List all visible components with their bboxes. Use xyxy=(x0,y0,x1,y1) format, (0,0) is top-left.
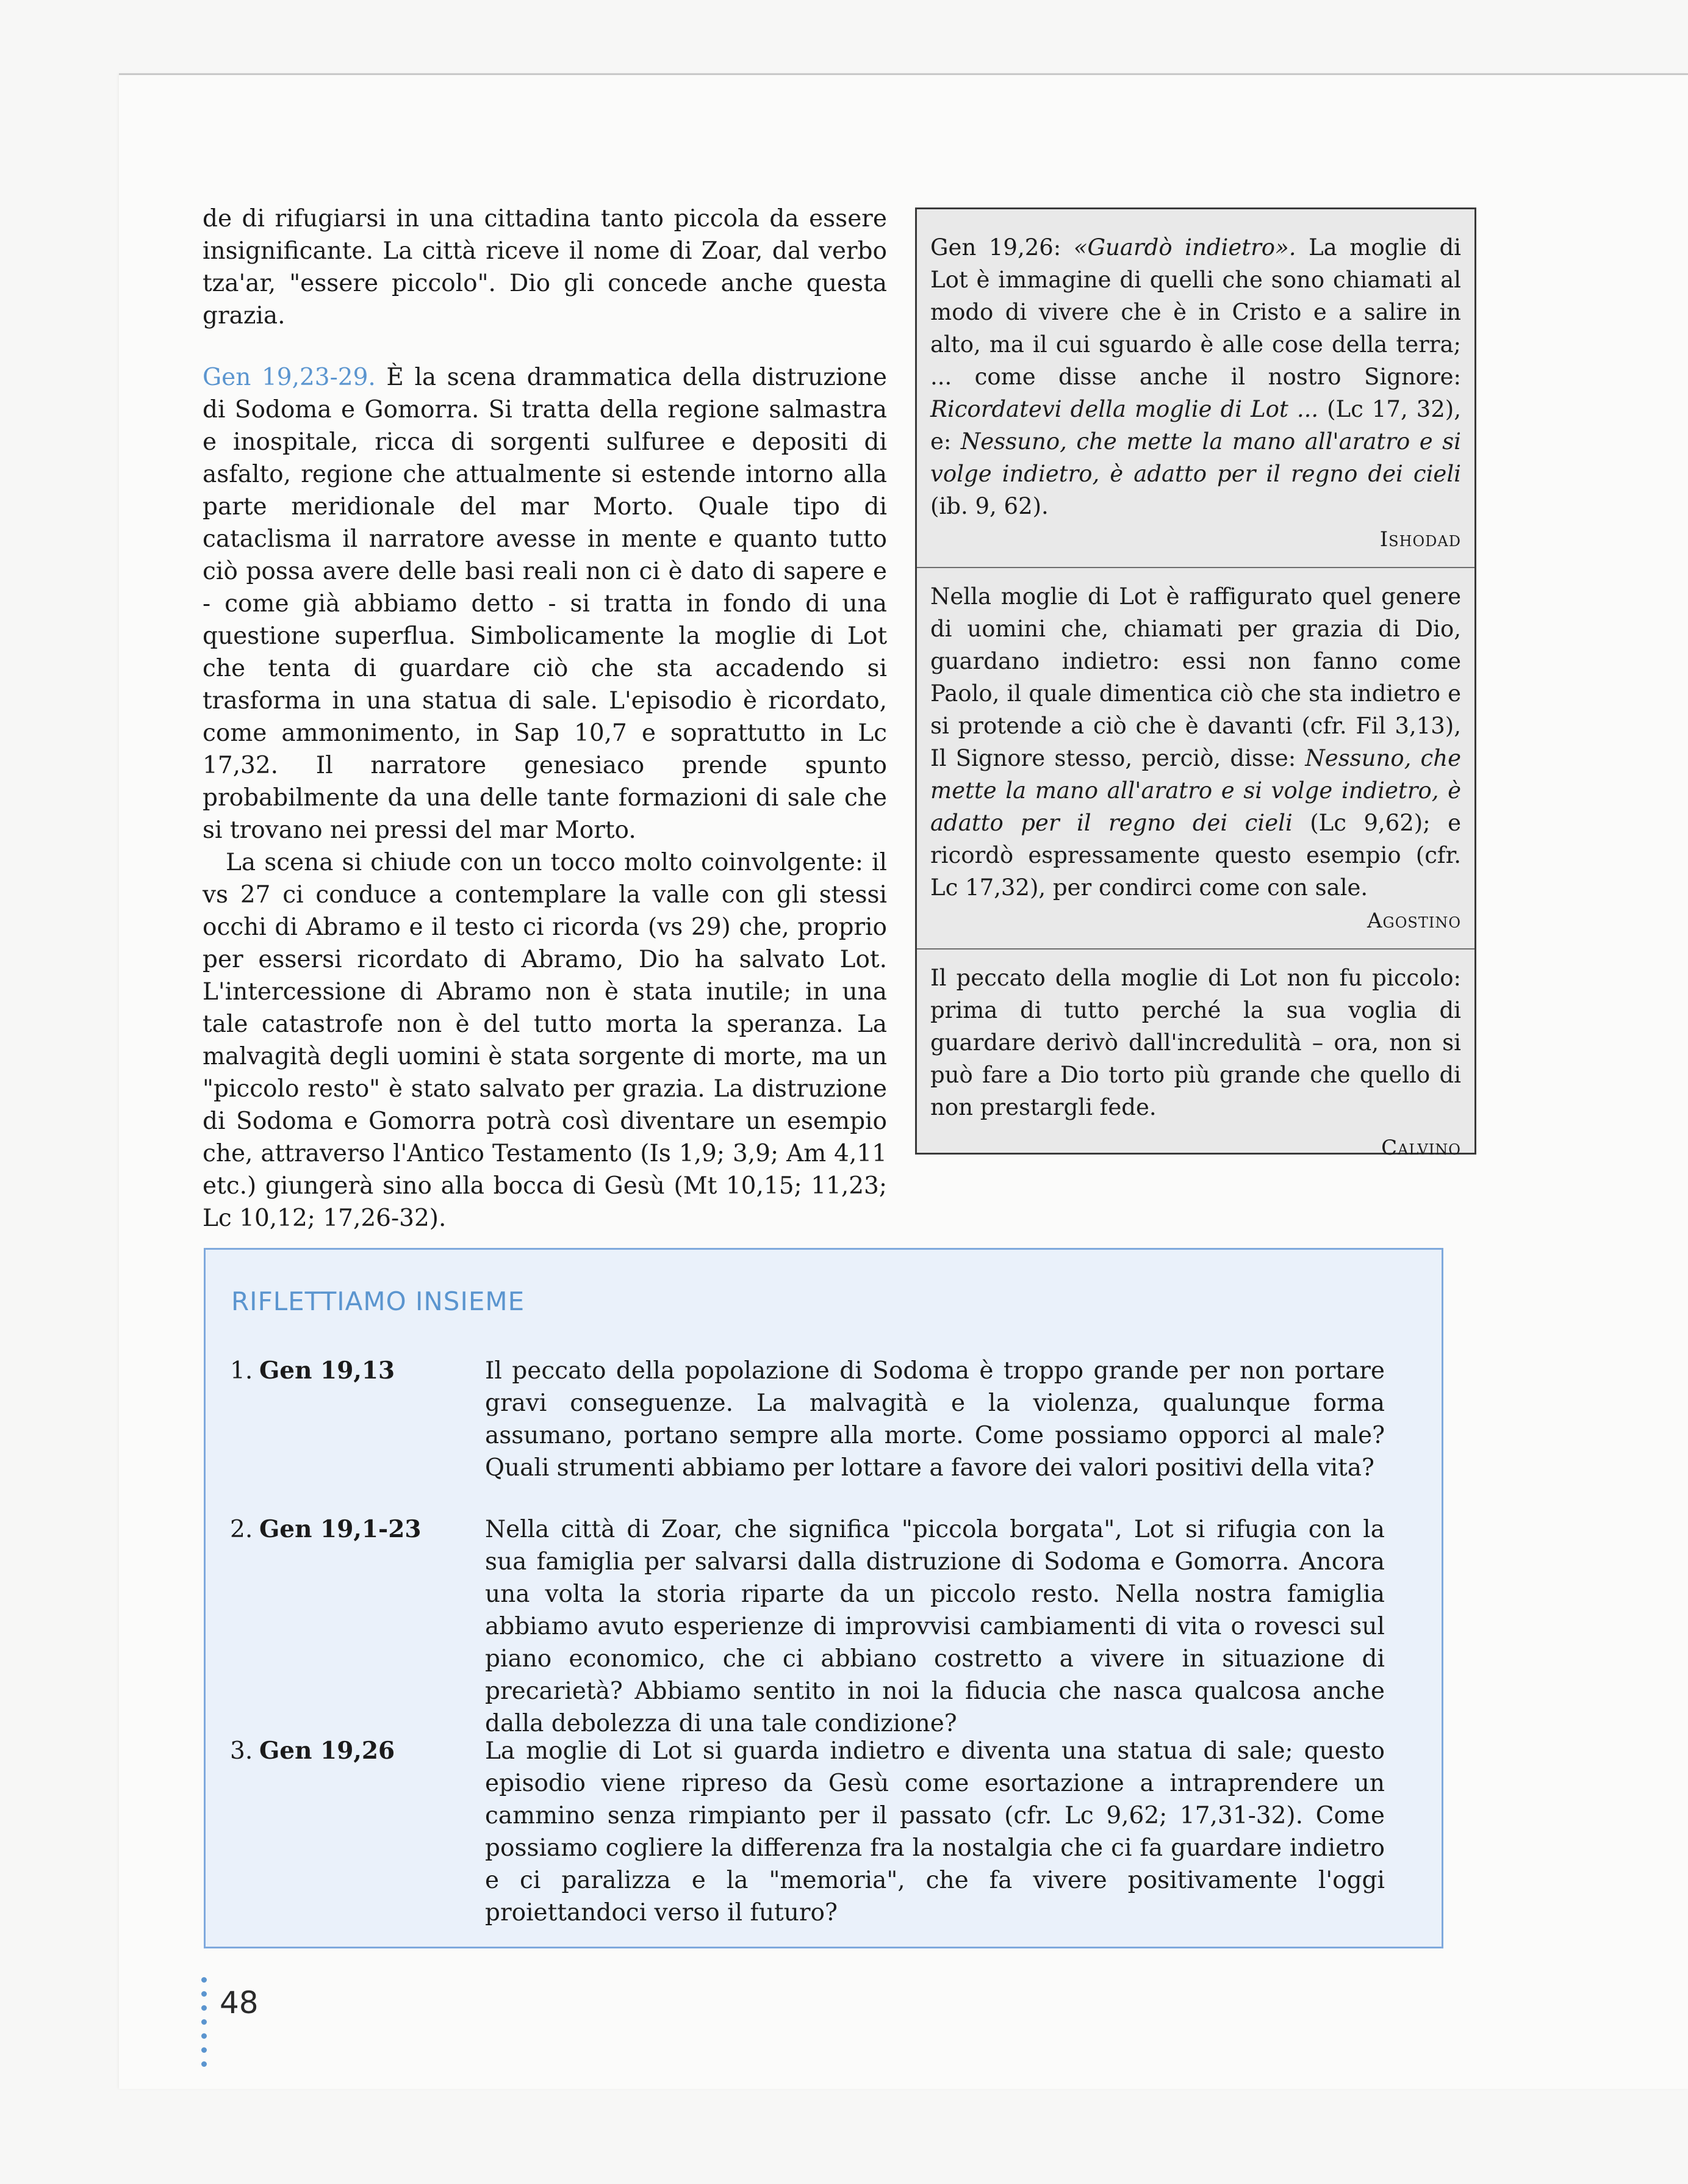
quote-ishodad xyxy=(930,231,1461,522)
reflection-item-ref: Gen 19,13 xyxy=(259,1357,395,1385)
quote-agostino-text-b: (Lc 9,62); e ricordò espressamente questo esempio (cfr. Lc 17,32), per condirci come con sale. xyxy=(930,810,1461,901)
paragraph-1: de di rifugiarsi in una cittadina tanto piccola da essere insignificante. La città riceve il nome di Zoar, dal verbo tza'ar, "essere piccolo". Dio gli concede anche questa grazia. xyxy=(203,205,887,330)
reflection-item-ref: Gen 19,26 xyxy=(259,1737,395,1765)
reflection-item-number: 1. xyxy=(230,1357,253,1385)
reflection-box xyxy=(204,1248,1443,1948)
reflection-item-text: Nella città di Zoar, che significa "piccola borgata", Lot si rifugia con la sua famiglia per salvarsi dalla distruzione di Sodoma e Gomorra. Ancora una volta la storia riparte da un piccolo resto. Nella nostra famiglia abbiamo avuto esperienze di improvvisi cambiamenti di vita o rovesci sul piano economico, che ci abbiano costretto a vivere in situazione di precarietà? Abbiamo sentito in noi la fiducia che nasca qualcosa anche dalla debolezza di una tale condizione? xyxy=(485,1516,1385,1737)
quote-ishodad-text-a: La moglie di Lot è immagine di quelli che sono chiamati al modo di vivere che è in Cristo e a salire in alto, ma il cui sguardo è alle cose della terra; ... come disse anche il nostro Signore: xyxy=(930,234,1462,390)
quote-ishodad-title: «Guardò indietro». xyxy=(1073,234,1296,261)
quote-agostino-italic: Nessuno, che mette la mano all'aratro e si volge indietro, è adatto per il regno dei cieli xyxy=(930,745,1461,836)
reflection-item-number: 2. xyxy=(230,1516,253,1543)
quote-ishodad-italic-c: Nessuno, che mette la mano all'aratro e si volge indietro, è adatto per il regno dei cieli xyxy=(930,428,1461,487)
reflection-item-text: La moglie di Lot si guarda indietro e diventa una statua di sale; questo episodio viene ripreso da Gesù come esortazione a intraprendere un cammino senza rimpianto per il passato (cfr. Lc 9,62; 17,31-32). Come possiamo cogliere la differenza fra la nostalgia che ci fa guardare indietro e ci paralizza e la "memoria", che fa vivere positivamente l'oggi proiettandoci verso il futuro? xyxy=(485,1737,1385,1926)
attribution-ishodad: Ishodad xyxy=(1379,527,1461,552)
quote-ishodad-text-b: (Lc 17, 32), e: xyxy=(930,396,1461,455)
reflection-item-ref: Gen 19,1-23 xyxy=(259,1515,422,1543)
divider xyxy=(917,948,1474,950)
paragraph-3: La scena si chiude con un tocco molto coinvolgente: il vs 27 ci conduce a contemplare la valle con gli stessi occhi di Abramo e il testo ci ricorda (vs 29) che, proprio per essersi ricordato di Abramo, Dio ha salvato Lot. L'intercessione di Abramo non è stata inutile; in una tale catastrofe non è del tutto morta la speranza. La malvagità degli uomini è stata sorgente di morte, ma un "piccolo resto" è stato salvato per grazia. La distruzione di Sodoma e Gomorra potrà così diventare un esempio che, attraverso l'Antico Testamento (Is 1,9; 3,9; Am 4,11 etc.) giungerà sino alla bocca di Gesù (Mt 10,15; 11,23; Lc 10,12; 17,26-32). xyxy=(203,849,887,1232)
paragraph-2-ref: Gen 19,23-29. xyxy=(203,364,376,391)
quotes-sidebar xyxy=(915,207,1476,1160)
quote-agostino xyxy=(930,580,1461,904)
reflection-item-text: Il peccato della popolazione di Sodoma è troppo grande per non portare gravi conseguenze. La malvagità e la violenza, qualunque forma assumano, portano sempre alla morte. Come possiamo opporci al male? Quali strumenti abbiamo per lottare a favore dei valori positivi della vita? xyxy=(485,1357,1385,1482)
quote-ishodad-italic-b: Ricordatevi della moglie di Lot ... xyxy=(930,396,1319,422)
page-number: 48 xyxy=(220,1985,259,2020)
quote-ishodad-ref: Gen 19,26: xyxy=(930,234,1061,261)
reflection-item-number: 3. xyxy=(230,1737,253,1765)
main-text-column xyxy=(203,203,887,1234)
reflection-title: RIFLETTIAMO INSIEME xyxy=(231,1286,525,1316)
paragraph-2-text: È la scena drammatica della distruzione di Sodoma e Gomorra. Si tratta della regione salmastra e inospitale, ricca di sorgenti sulfuree e depositi di asfalto, regione che attualmente si estende intorno alla parte meridionale del mar Morto. Quale tipo di cataclisma il narratore avesse in mente e quanto tutto ciò possa avere delle basi reali non ci è dato di sapere e - come già abbiamo detto - si tratta in fondo di una questione superflua. Simbolicamente la moglie di Lot che tenta di guardare ciò che sta accadendo si trasforma in una statua di sale. L'episodio è ricordato, come ammonimento, in Sap 10,7 e soprattutto in Lc 17,32. Il narratore genesiaco prende spunto probabilmente da una delle tante formazioni di sale che si trovano nei pressi del mar Morto. xyxy=(203,364,887,844)
attribution-agostino: Agostino xyxy=(1367,909,1461,933)
divider xyxy=(917,567,1474,568)
quote-agostino-text-a: Nella moglie di Lot è raffigurato quel genere di uomini che, chiamati per grazia di Dio, guardano indietro: essi non fanno come Paolo, il quale dimentica ciò che sta indietro e si protende a ciò che è davanti (cfr. Fil 3,13), Il Signore stesso, perciò, disse: xyxy=(930,583,1461,771)
paragraph-2 xyxy=(203,361,887,846)
quote-ishodad-text-c: (ib. 9, 62). xyxy=(930,493,1049,519)
quote-calvino: Il peccato della moglie di Lot non fu piccolo: prima di tutto perché la sua voglia di guardare derivò dall'incredulità – ora, non si può fare a Dio torto più grande che quello di non prestargli fede. xyxy=(930,965,1461,1120)
page-dots-ornament xyxy=(201,1977,209,2075)
attribution-calvino: Calvino xyxy=(1381,1136,1461,1160)
